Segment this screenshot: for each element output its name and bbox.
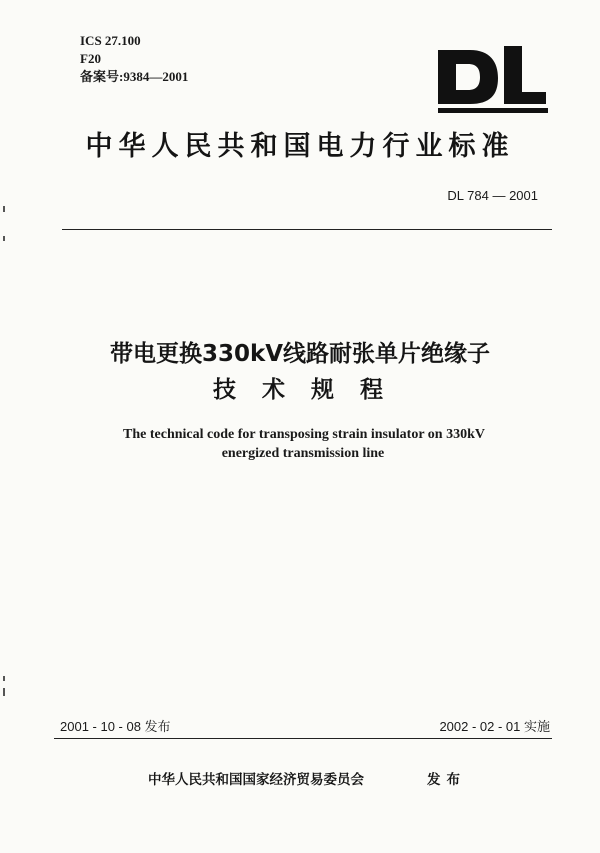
- dl-logo: [438, 38, 558, 116]
- scan-edge-mark: [3, 688, 5, 696]
- document-title-line2: 技术规程: [213, 377, 409, 403]
- publish-label: 发布: [427, 772, 466, 788]
- publisher-name: 中华人民共和国国家经济贸易委员会: [148, 772, 364, 788]
- english-title-line1: The technical code for transposing strain insulator on 330kV: [123, 427, 485, 442]
- english-title-line2: energized transmission line: [221, 446, 385, 461]
- implementation-date: 2002 - 02 - 01 实施: [439, 719, 550, 734]
- ics-code: ICS 27.100: [80, 33, 141, 48]
- document-title-line1: 带电更换330kV线路耐张单片绝缘子: [109, 341, 491, 367]
- standard-code: DL 784 — 2001: [447, 188, 538, 203]
- scan-edge-mark: [3, 236, 5, 241]
- standard-type-heading: 中华人民共和国电力行业标准: [85, 131, 515, 162]
- scan-edge-mark: [3, 206, 5, 212]
- classification-code: F20: [80, 51, 101, 66]
- header-divider: [62, 229, 552, 230]
- issue-date: 2001 - 10 - 08 发布: [60, 719, 171, 734]
- record-number: 备案号:9384—2001: [80, 69, 189, 84]
- scan-edge-mark: [3, 676, 5, 681]
- footer-divider: [54, 738, 552, 739]
